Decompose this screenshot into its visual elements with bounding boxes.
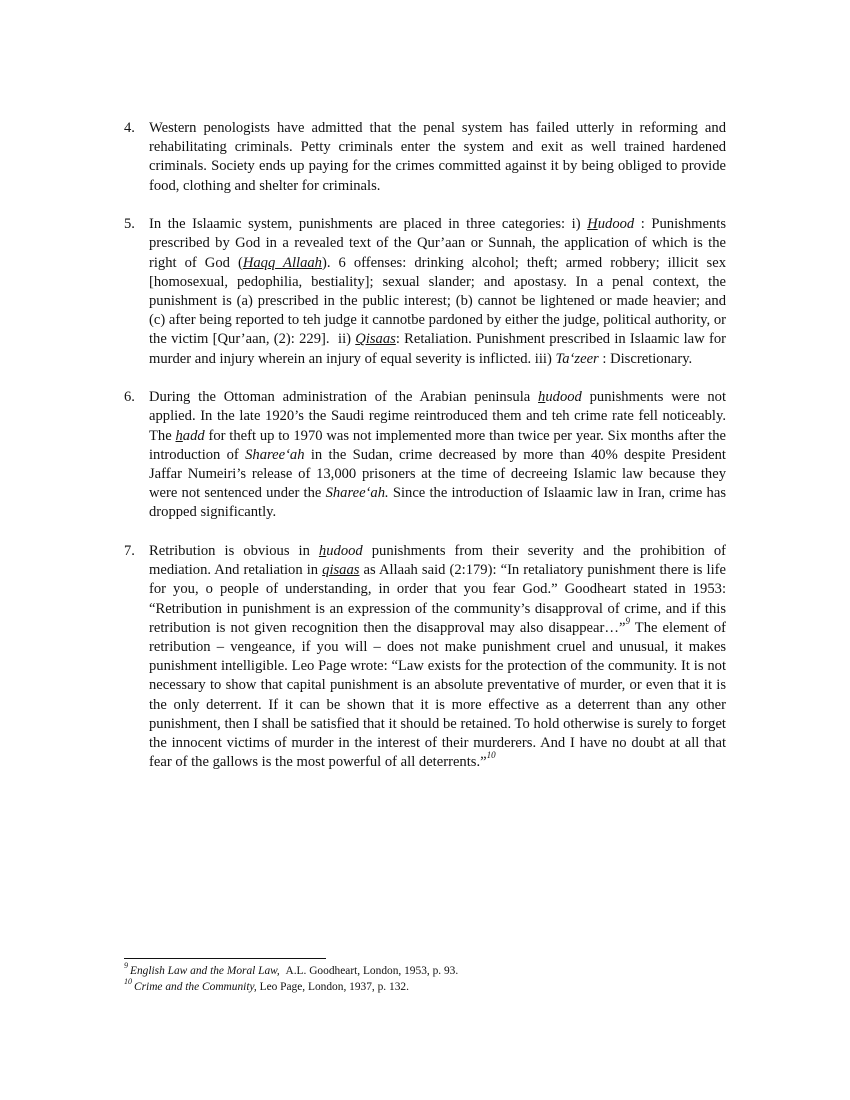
item-text (149, 542, 726, 772)
footnote-reference-9[interactable]: 9 (625, 615, 630, 626)
item-number: 5. (124, 216, 135, 233)
text-run: punishments were not applied. In the late 1920’s the Saudi regime reintroduced them and teh crime rate fell noticeably. The (149, 389, 726, 444)
item-text: Western penologists have admitted that the penal system has failed utterly in reforming and rehabilitating criminals. Petty criminals enter the system and exit as well trained hardened criminals. Society ends up paying for the crimes committed against it by being obliged to provide food, clothing and shelter for criminals. (149, 120, 726, 194)
term-hudood-rest: udood (545, 389, 582, 406)
numbered-list (124, 119, 726, 792)
text-run: ). 6 offenses: drinking alcohol; theft; armed robbery; illicit sex [homosexual, pedophilia, bestiality]; sexual slander; and apostasy. In a penal context, the punishment is (a) prescribed in the public interest; (b) cannot be lightened or made heavier; and (c) after being reported to teh judge it cannotbe pardoned by either the judge, political authority, or the victim [Qur’aan, (2): 229]. ii) (149, 254, 726, 348)
text-run: punishments from their severity and the prohibition of mediation. And retaliation in (149, 543, 726, 579)
text-run: Since the introduction of Islaamic law in Iran, crime has dropped significantly. (149, 485, 726, 521)
footnote-10 (124, 976, 726, 996)
footnote-number: 10 (124, 976, 132, 986)
item-text (149, 215, 726, 369)
term-hudood-initial: H (587, 216, 598, 233)
term-tazeer: Ta‘zeer (555, 350, 599, 367)
item-number: 6. (124, 389, 135, 406)
term-shareeah: Sharee‘ah. (325, 485, 389, 502)
footnote-citation: A.L. Goodheart, London, 1953, p. 93. (279, 965, 459, 977)
text-run: The element of retribution – vengeance, if you will – does not make punishment cruel and unusual, it makes punishment intelligible. Leo Page wrote: “Law exists for the protection of the community. It is not necessary to show that capital punishment is an absolute preventative of murder, or even that it is the only deterrent. If it can be shown that it is more effective as a deterrent than any other punishment, then I shall be satisfied that it should be retained. To hold otherwise is surely to forget the innocent victims of murder in the interest of their murderers. And I have no doubt at all that fear of the gallows is the most powerful of all deterrents.” (149, 619, 726, 771)
term-hadd-initial: h (175, 427, 183, 444)
term-hadd-rest: add (182, 427, 205, 444)
term-hudood (587, 216, 634, 232)
term-qisaas: qisaas (322, 562, 360, 579)
text-run: In the Islaamic system, punishments are placed in three categories: i) (149, 216, 588, 233)
footnote-9 (124, 961, 726, 980)
term-qisaas: Qisaas (355, 331, 396, 348)
footnote-number: 9 (124, 961, 128, 971)
footnote-separator (124, 958, 326, 959)
text-run: : Discretionary. (598, 350, 693, 367)
item-number: 7. (124, 543, 135, 560)
term-hudood-initial: h (318, 543, 327, 560)
term-hudood-rest: udood (597, 216, 635, 233)
term-hudood-rest: udood (326, 543, 363, 560)
term-shareeah: Sharee‘ah (245, 446, 305, 463)
item-text (149, 388, 726, 522)
term-hudood (538, 389, 582, 405)
text-run: in the Sudan, crime decreased by more than 40% despite President Jaffar Numeiri’s release of 13,000 prisoners at the time of decreeing Islamic law because they were not sentenced under the (149, 446, 726, 502)
footnote-title: Crime and the Community, (134, 980, 257, 993)
text-run: : Punishments prescribed by God in a revealed text of the Qur’aan or Sunnah, the application of which is the right of God ( (149, 216, 726, 271)
text-run: as Allaah said (2:179): “In retaliatory punishment there is life for you, o people of understanding, in order that you fear God.” Goodheart stated in 1953: “Retribution in punishment is an expression of the community’s disapproval of crime, and if this retribution is not given recognition then the disapproval may also disappear…” (149, 562, 726, 636)
term-haqq-allaah: Haqq Allaah (242, 254, 322, 271)
term-hadd (176, 428, 205, 444)
text-run: for theft up to 1970 was not implemented more than twice per year. Six months after the introduction of (149, 427, 726, 463)
text-run: : Retaliation. Punishment prescribed in Islaamic law for murder and injury wherein an injury of equal severity is inflicted. iii) (149, 331, 726, 367)
footnote-reference-10[interactable]: 10 (486, 750, 496, 761)
footnote-title: English Law and the Moral Law, (130, 965, 280, 977)
list-item-4 (124, 119, 726, 196)
term-hudood (319, 543, 363, 559)
text-run: Retribution is obvious in (149, 543, 319, 560)
list-item-7 (124, 542, 726, 772)
footnotes (124, 961, 726, 995)
item-number: 4. (124, 120, 135, 136)
text-run: During the Ottoman administration of the Arabian peninsula (149, 389, 539, 406)
list-item-6 (124, 388, 726, 522)
list-item-5 (124, 215, 726, 369)
footnote-citation: Leo Page, London, 1937, p. 132. (256, 980, 409, 993)
term-hudood-initial: h (538, 389, 546, 406)
